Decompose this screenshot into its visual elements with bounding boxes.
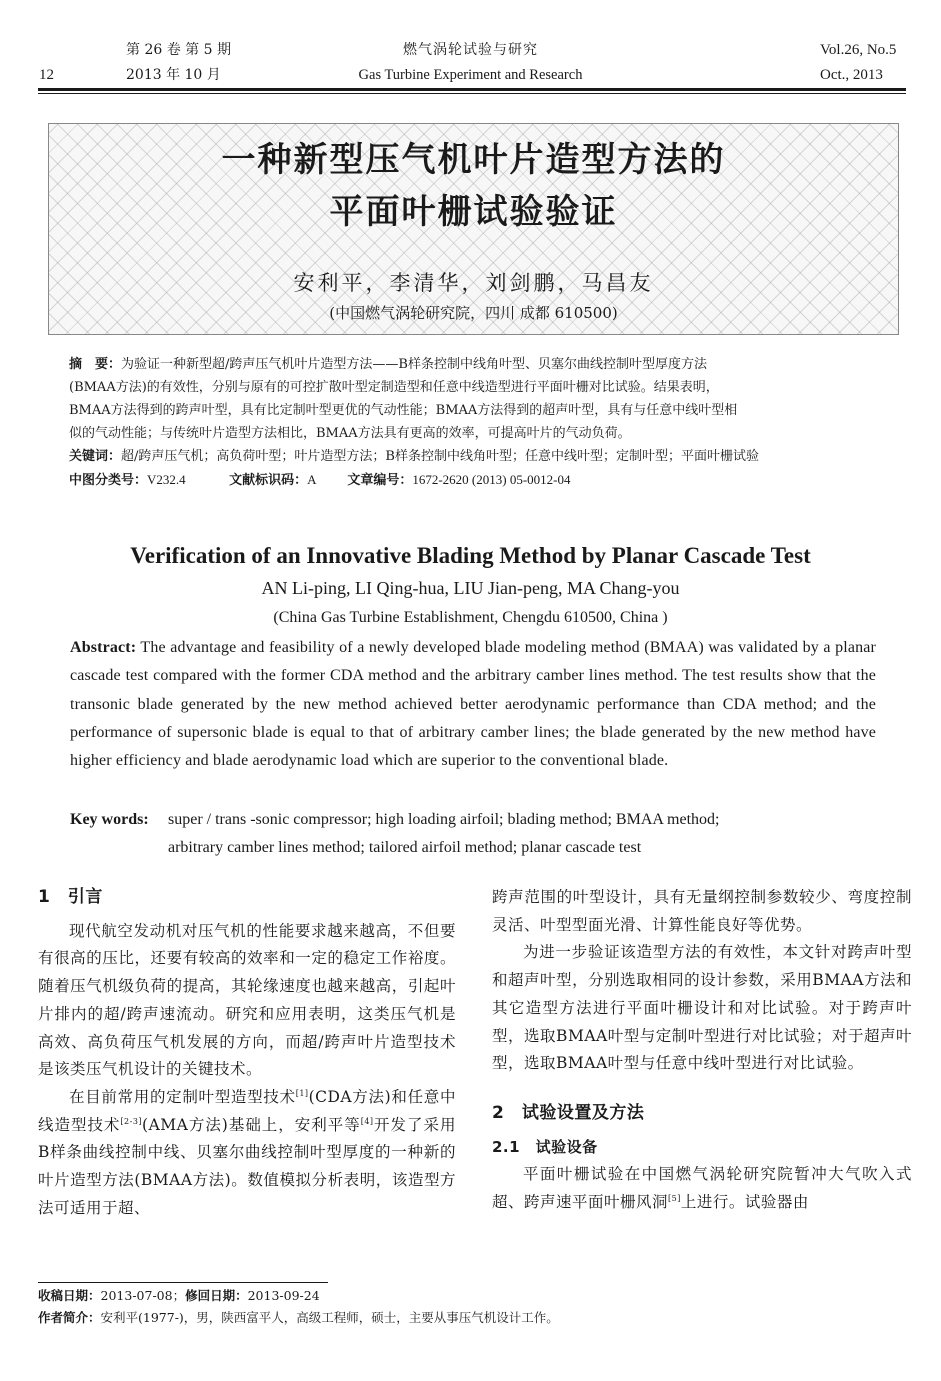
section-2-1-paragraph-1 bbox=[492, 1161, 912, 1216]
abstract-cn-label: 摘 要： bbox=[69, 357, 122, 372]
s2-text-a: 平面叶栅试验在中国燃气涡轮研究院暂冲大气吹入式超、跨声速平面叶栅风洞 bbox=[492, 1165, 912, 1212]
footnote-dates bbox=[38, 1286, 320, 1304]
abstract-cn-line-4: 似的气动性能；与传统叶片造型方法相比，BMAA方法具有更高的效率，可提高叶片的气动负荷。 bbox=[69, 426, 631, 441]
abstract-cn-line-1 bbox=[69, 353, 879, 376]
abstract-cn bbox=[69, 353, 879, 492]
abstract-en-text: The advantage and feasibility of a newly developed blade modeling method (BMAA) was validated by a planar cascade test compared with the former CDA method and the arbitrary camber lines method. The test results show that the transonic blade generated by the new method achieved better aerodynamic performance than CDA method; and the performance of supersonic blade is equal to that of arbitrary camber lines; the blade generated by the new method have higher efficiency and blade aerodynamic load which are superior to the conventional blade. bbox=[70, 639, 876, 770]
citation-2-3: [2-3] bbox=[120, 1116, 143, 1126]
classification-line bbox=[69, 468, 879, 492]
header-page-number: 12 bbox=[39, 67, 54, 83]
header-date-en: Oct., 2013 bbox=[820, 67, 883, 83]
revised-label: 修回日期： bbox=[185, 1288, 248, 1303]
footnote-author bbox=[38, 1308, 559, 1326]
title-en: Verification of an Innovative Blading Method by Planar Cascade Test bbox=[130, 543, 811, 568]
abstract-cn-line-2: (BMAA方法)的有效性，分别与原有的可控扩散叶型定制造型和任意中线造型进行平面叶栅对比试验。结果表明， bbox=[69, 380, 719, 395]
header-date-cn: 2013 年 10 月 bbox=[126, 67, 221, 83]
clc-label: 中图分类号： bbox=[69, 473, 148, 488]
authors-cn: 安利平，李清华，刘剑鹏，马昌友 bbox=[293, 271, 654, 295]
keywords-en-line-1: super / trans -sonic compressor; high loading airfoil; blading method; BMAA method; bbox=[168, 811, 720, 828]
p2-text-a: 在目前常用的定制叶型造型技术 bbox=[69, 1087, 296, 1106]
header-volume-en: Vol.26, No.5 bbox=[820, 42, 897, 58]
keywords-en bbox=[70, 806, 719, 862]
p2-text-b: (CDA方法)和任意中线造型技术 bbox=[38, 1087, 456, 1134]
keywords-cn bbox=[69, 445, 879, 468]
clc-value: V232.4 bbox=[147, 472, 186, 487]
header-journal-cn: 燃气涡轮试验与研究 bbox=[403, 42, 538, 58]
abstract-cn-line-3: BMAA方法得到的跨声叶型，具有比定制叶型更优的气动性能；BMAA方法得到的超声叶型，具有与任意中线叶型相 bbox=[69, 403, 738, 418]
header-volume-cn: 第 26 卷 第 5 期 bbox=[126, 42, 231, 58]
doc-code-value: A bbox=[307, 472, 317, 487]
article-number-label: 文章编号： bbox=[347, 473, 413, 488]
section-1-paragraph-2 bbox=[38, 1084, 456, 1223]
body-right-column bbox=[492, 884, 912, 1217]
section-1-paragraph-3: 为进一步验证该造型方法的有效性，本文针对跨声叶型和超声叶型，分别选取相同的设计参数，采用BMAA方法和其它造型方法进行平面叶栅设计和对比试验。对于跨声叶型，选取BMAA叶型与定制叶型进行对比试验；对于超声叶型，选取BMAA叶型与任意中线叶型进行对比试验。 bbox=[492, 943, 912, 1073]
body-left-column bbox=[38, 884, 456, 1222]
keywords-en-line-2: arbitrary camber lines method; tailored airfoil method; planar cascade test bbox=[168, 839, 642, 856]
citation-4: [4] bbox=[360, 1116, 374, 1126]
received-label: 收稿日期： bbox=[38, 1288, 101, 1303]
section-1-paragraph-1: 现代航空发动机对压气机的性能要求越来越高，不但要有很高的压比，还要有较高的效率和一定的稳定工作裕度。随着压气机级负荷的提高，其轮缘速度也越来越高，引起叶片排内的超/跨声速流动。研究和应用表明，这类压气机是高效、高负荷压气机发展的方向，而超/跨声叶片造型技术是该类压气机设计的关键技术。 bbox=[38, 921, 456, 1079]
author-bio: 安利平(1977-)，男，陕西富平人，高级工程师，硕士，主要从事压气机设计工作。 bbox=[100, 1310, 559, 1325]
citation-5: [5] bbox=[668, 1194, 681, 1204]
header-journal-en: Gas Turbine Experiment and Research bbox=[358, 67, 583, 83]
p2-text-d: 开发了采用B样条曲线控制中线、贝塞尔曲线控制叶型厚度的一种新的叶片造型方法(BMAA方法)。数值模拟分析表明，该造型方法可适用于超、 bbox=[38, 1115, 456, 1217]
abstract-en-label: Abstract: bbox=[70, 639, 137, 656]
section-2-heading: 2 试验设置及方法 bbox=[492, 1102, 645, 1123]
keywords-cn-text: 超/跨声压气机；高负荷叶型；叶片造型方法；B样条控制中线角叶型；任意中线叶型；定制叶型；平面叶栅试验 bbox=[121, 449, 759, 464]
p2-text-c: (AMA方法)基础上，安利平等 bbox=[142, 1115, 361, 1134]
authors-en: AN Li-ping, LI Qing-hua, LIU Jian-peng, MA Chang-you bbox=[261, 578, 680, 598]
affiliation-en: (China Gas Turbine Establishment, Chengdu 610500, China ) bbox=[273, 609, 668, 626]
abstract-en bbox=[70, 634, 876, 775]
title-cn-line-1: 一种新型压气机叶片造型方法的 bbox=[221, 140, 726, 180]
received-date: 2013-07-08； bbox=[100, 1288, 186, 1303]
title-box bbox=[48, 123, 899, 335]
abstract-cn-text-1: 为验证一种新型超/跨声压气机叶片造型方法——B样条控制中线角叶型、贝塞尔曲线控制叶型厚度方法 bbox=[121, 357, 707, 372]
author-bio-label: 作者简介： bbox=[38, 1310, 101, 1325]
doc-code-label: 文献标识码： bbox=[229, 473, 308, 488]
article-number-value: 1672-2620 (2013) 05-0012-04 bbox=[412, 472, 571, 487]
section-1-paragraph-2-continued: 跨声范围的叶型设计，具有无量纲控制参数较少、弯度控制灵活、叶型型面光滑、计算性能良好等优势。 bbox=[492, 888, 912, 934]
keywords-cn-label: 关键词： bbox=[69, 449, 122, 464]
title-cn-line-2: 平面叶栅试验验证 bbox=[329, 192, 618, 232]
affiliation-cn: (中国燃气涡轮研究院，四川 成都 610500) bbox=[329, 304, 618, 322]
section-2-1-heading: 2.1 试验设备 bbox=[492, 1137, 598, 1156]
citation-1: [1] bbox=[295, 1088, 309, 1098]
section-1-heading: 1 引言 bbox=[38, 887, 103, 907]
footnote-rule bbox=[38, 1282, 328, 1283]
header-rule-thin bbox=[38, 93, 906, 94]
revised-date: 2013-09-24 bbox=[247, 1288, 320, 1303]
keywords-en-label: Key words: bbox=[70, 811, 149, 828]
s2-text-b: 上进行。试验器由 bbox=[680, 1193, 809, 1212]
header-rule-thick bbox=[38, 88, 906, 91]
